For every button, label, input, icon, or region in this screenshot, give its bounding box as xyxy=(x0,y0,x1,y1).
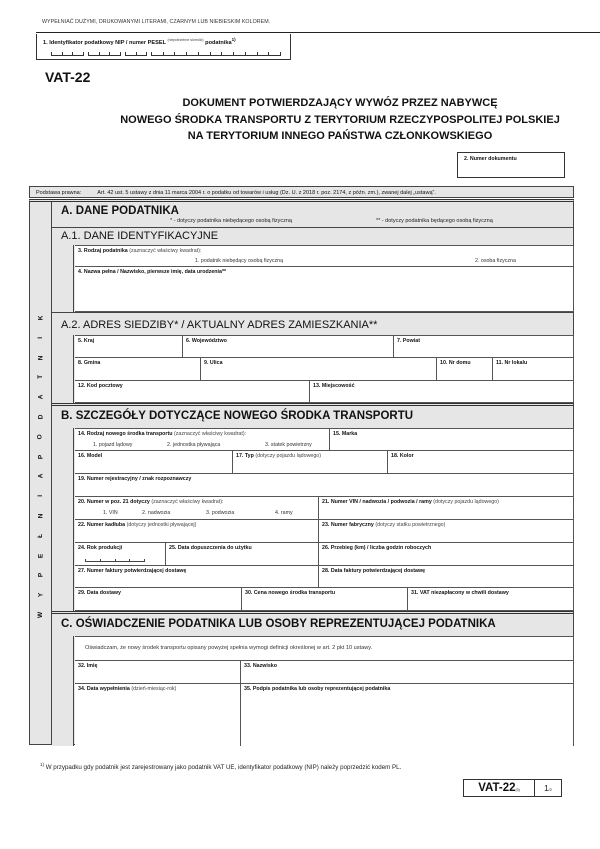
section-a2-title: A.2. ADRES SIEDZIBY* / AKTUALNY ADRES ZAMIESZKANIA** xyxy=(61,319,378,331)
form-body xyxy=(29,199,574,745)
option-land-vehicle[interactable]: 1. pojazd lądowy xyxy=(93,442,133,448)
field-8-commune[interactable]: 8. Gmina xyxy=(75,358,201,381)
fill-instruction: WYPEŁNIAĆ DUŻYMI, DRUKOWANYMI LITERAMI, CZARNYM LUB NIEBIESKIM KOLOREM. xyxy=(42,19,271,25)
vertical-letter: T xyxy=(37,375,45,380)
legal-basis: Podstawa prawna: Art. 42 ust. 5 ustawy z dnia 11 marca 2004 r. o podatku od towarów i usług (Dz. U. z 2018 r. poz. 2174, z późn. zm.), zwanej dalej „ustawą”. xyxy=(29,186,574,198)
field-7-county[interactable]: 7. Powiat xyxy=(394,335,574,358)
vertical-letter: P xyxy=(37,454,45,459)
document-number-field[interactable]: 2. Numer dokumentu xyxy=(457,152,565,178)
field-3-taxpayer-type: 3. Rodzaj podatnika (zaznaczyć właściwy kwadrat): 1. podatnik niebędący osobą fizyczną 2. osoba fizyczna xyxy=(75,245,574,267)
field-14-transport-type: 14. Rodzaj nowego środka transportu (zaznaczyć właściwy kwadrat): 1. pojazd lądowy 2. jednostka pływająca 3. statek powietrzny xyxy=(75,428,330,451)
vertical-letter: K xyxy=(37,315,45,321)
vertical-letter: P xyxy=(37,573,45,578)
field-28-invoice-date[interactable]: 28. Data faktury potwierdzającej dostawę xyxy=(319,566,574,588)
footer-form-code: VAT-22(3) xyxy=(463,779,535,797)
option-body[interactable]: 2. nadwozia xyxy=(142,510,171,516)
option-legal-entity[interactable]: 1. podatnik niebędący osobą fizyczną xyxy=(195,258,284,264)
field-12-postal-code[interactable]: 12. Kod pocztowy xyxy=(75,381,310,403)
vertical-letter: Ł xyxy=(37,533,45,538)
field-10-house-number[interactable]: 10. Nr domu xyxy=(437,358,493,381)
option-frame[interactable]: 4. ramy xyxy=(275,510,293,516)
field-4-name[interactable]: 4. Nazwa pełna / Nazwisko, pierwsze imię, data urodzenia** xyxy=(75,267,574,312)
field-17-type[interactable]: 17. Typ (dotyczy pojazdu lądowego) xyxy=(233,451,388,474)
nip-pesel-field[interactable] xyxy=(36,34,291,60)
section-a1-title: A.1. DANE IDENTYFIKACYJNE xyxy=(61,230,219,242)
option-chassis[interactable]: 3. podwozia xyxy=(206,510,235,516)
field-19-registration[interactable]: 19. Numer rejestracyjny / znak rozpoznawczy xyxy=(75,474,574,497)
vertical-letter: W xyxy=(37,611,45,618)
form-code-heading: VAT-22 xyxy=(45,69,91,85)
footer-page-number: 1/2 xyxy=(535,779,562,797)
vertical-letter: Y xyxy=(37,592,45,598)
note-natural-person: ** - dotyczy podatnika będącego osobą fizyczną xyxy=(376,218,493,224)
vertical-letter: D xyxy=(37,414,45,420)
field-18-color[interactable]: 18. Kolor xyxy=(388,451,574,474)
field-16-model[interactable]: 16. Model xyxy=(75,451,233,474)
option-aircraft[interactable]: 3. statek powietrzny xyxy=(265,442,312,448)
vertical-letter: I xyxy=(37,336,45,339)
field-9-street[interactable]: 9. Ulica xyxy=(201,358,437,381)
field-29-delivery-date[interactable]: 29. Data dostawy xyxy=(75,588,242,611)
section-c-title: C. OŚWIADCZENIE PODATNIKA LUB OSOBY REPREZENTUJĄCEJ PODATNIKA xyxy=(61,618,496,630)
statement-text: Oświadczam, że nowy środek transportu opisany powyżej spełnia wymogi definicji określonej w art. 2 pkt 10 ustawy. xyxy=(85,645,373,651)
field-30-price[interactable]: 30. Cena nowego środka transportu xyxy=(242,588,408,611)
field-23-serial-number[interactable]: 23. Numer fabryczny (dotyczy statku powietrznego) xyxy=(319,520,574,543)
vertical-label xyxy=(30,308,52,625)
field-32-first-name[interactable]: 32. Imię xyxy=(75,661,241,684)
document-title: DOKUMENT POTWIERDZAJĄCY WYWÓZ PRZEZ NABYWCĘ NOWEGO ŚRODKA TRANSPORTU Z TERYTORIUM RZECZYPOSPOLITEJ POLSKIEJ NA TERYTORIUM INNEGO PAŃSTWA CZŁONKOWSKIEGO xyxy=(120,97,560,142)
field-11-apartment-number[interactable]: 11. Nr lokalu xyxy=(493,358,574,381)
field-27-invoice-number[interactable]: 27. Numer faktury potwierdzającej dostawę xyxy=(75,566,319,588)
option-vessel[interactable]: 2. jednostka pływająca xyxy=(167,442,221,448)
vertical-letter: A xyxy=(37,394,45,400)
vertical-letter: E xyxy=(37,553,45,558)
nip-pesel-label: 1. Identyfikator podatkowy NIP / numer PESEL $^{(niepotrzebne skreślić)}$ podatnika$^{1)}$ xyxy=(43,37,236,46)
field-21-vin[interactable]: 21. Numer VIN / nadwozia / podwozia / ramy (dotyczy pojazdu lądowego) xyxy=(319,497,574,520)
year-digit-ticks xyxy=(85,558,145,562)
field-15-make[interactable]: 15. Marka xyxy=(330,428,574,451)
field-33-last-name[interactable]: 33. Nazwisko xyxy=(241,661,574,684)
top-divider xyxy=(36,32,600,33)
field-35-signature[interactable]: 35. Podpis podatnika lub osoby reprezentującej podatnika xyxy=(241,684,574,746)
field-25-approval-date[interactable]: 25. Data dopuszczenia do użytku xyxy=(166,543,319,566)
vertical-letter: O xyxy=(37,434,45,440)
option-natural-person[interactable]: 2. osoba fizyczna xyxy=(475,258,516,264)
section-a-title: A. DANE PODATNIKA xyxy=(61,205,179,217)
field-34-fill-date[interactable]: 34. Data wypełnienia (dzień-miesiąc-rok) xyxy=(75,684,241,746)
vertical-letter: N xyxy=(37,513,45,519)
field-31-unpaid-vat[interactable]: 31. VAT niezapłacony w chwili dostawy xyxy=(408,588,574,611)
field-6-voivodeship[interactable]: 6. Województwo xyxy=(183,335,394,358)
field-5-country[interactable]: 5. Kraj xyxy=(75,335,183,358)
field-26-mileage[interactable]: 26. Przebieg (km) / liczba godzin roboczych xyxy=(319,543,574,566)
section-b-title: B. SZCZEGÓŁY DOTYCZĄCE NOWEGO ŚRODKA TRANSPORTU xyxy=(61,410,414,422)
nip-digit-ticks xyxy=(51,51,283,56)
note-legal-entity: * - dotyczy podatnika niebędącego osobą fizyczną xyxy=(170,218,292,224)
field-13-city[interactable]: 13. Miejscowość xyxy=(310,381,574,403)
field-24-production-year[interactable]: 24. Rok produkcji xyxy=(75,543,166,566)
field-22-hull-number[interactable]: 22. Numer kadłuba (dotyczy jednostki pływającej) xyxy=(75,520,319,543)
sidebar-taxpayer-fills xyxy=(30,202,52,744)
vertical-letter: A xyxy=(37,473,45,479)
statement-box xyxy=(75,636,574,661)
option-vin[interactable]: 1. VIN xyxy=(103,510,118,516)
vertical-letter: N xyxy=(37,355,45,360)
field-20-number-type: 20. Numer w poz. 21 dotyczy (zaznaczyć właściwy kwadrat): 1. VIN 2. nadwozia 3. podwozia 4. ramy xyxy=(75,497,319,520)
footnote: $^{1)}$ W przypadku gdy podatnik jest zarejestrowany jako podatnik VAT UE, identyfikator podatkowy (NIP) należy poprzedzić kodem PL. xyxy=(40,762,402,772)
vertical-letter: I xyxy=(37,495,45,497)
